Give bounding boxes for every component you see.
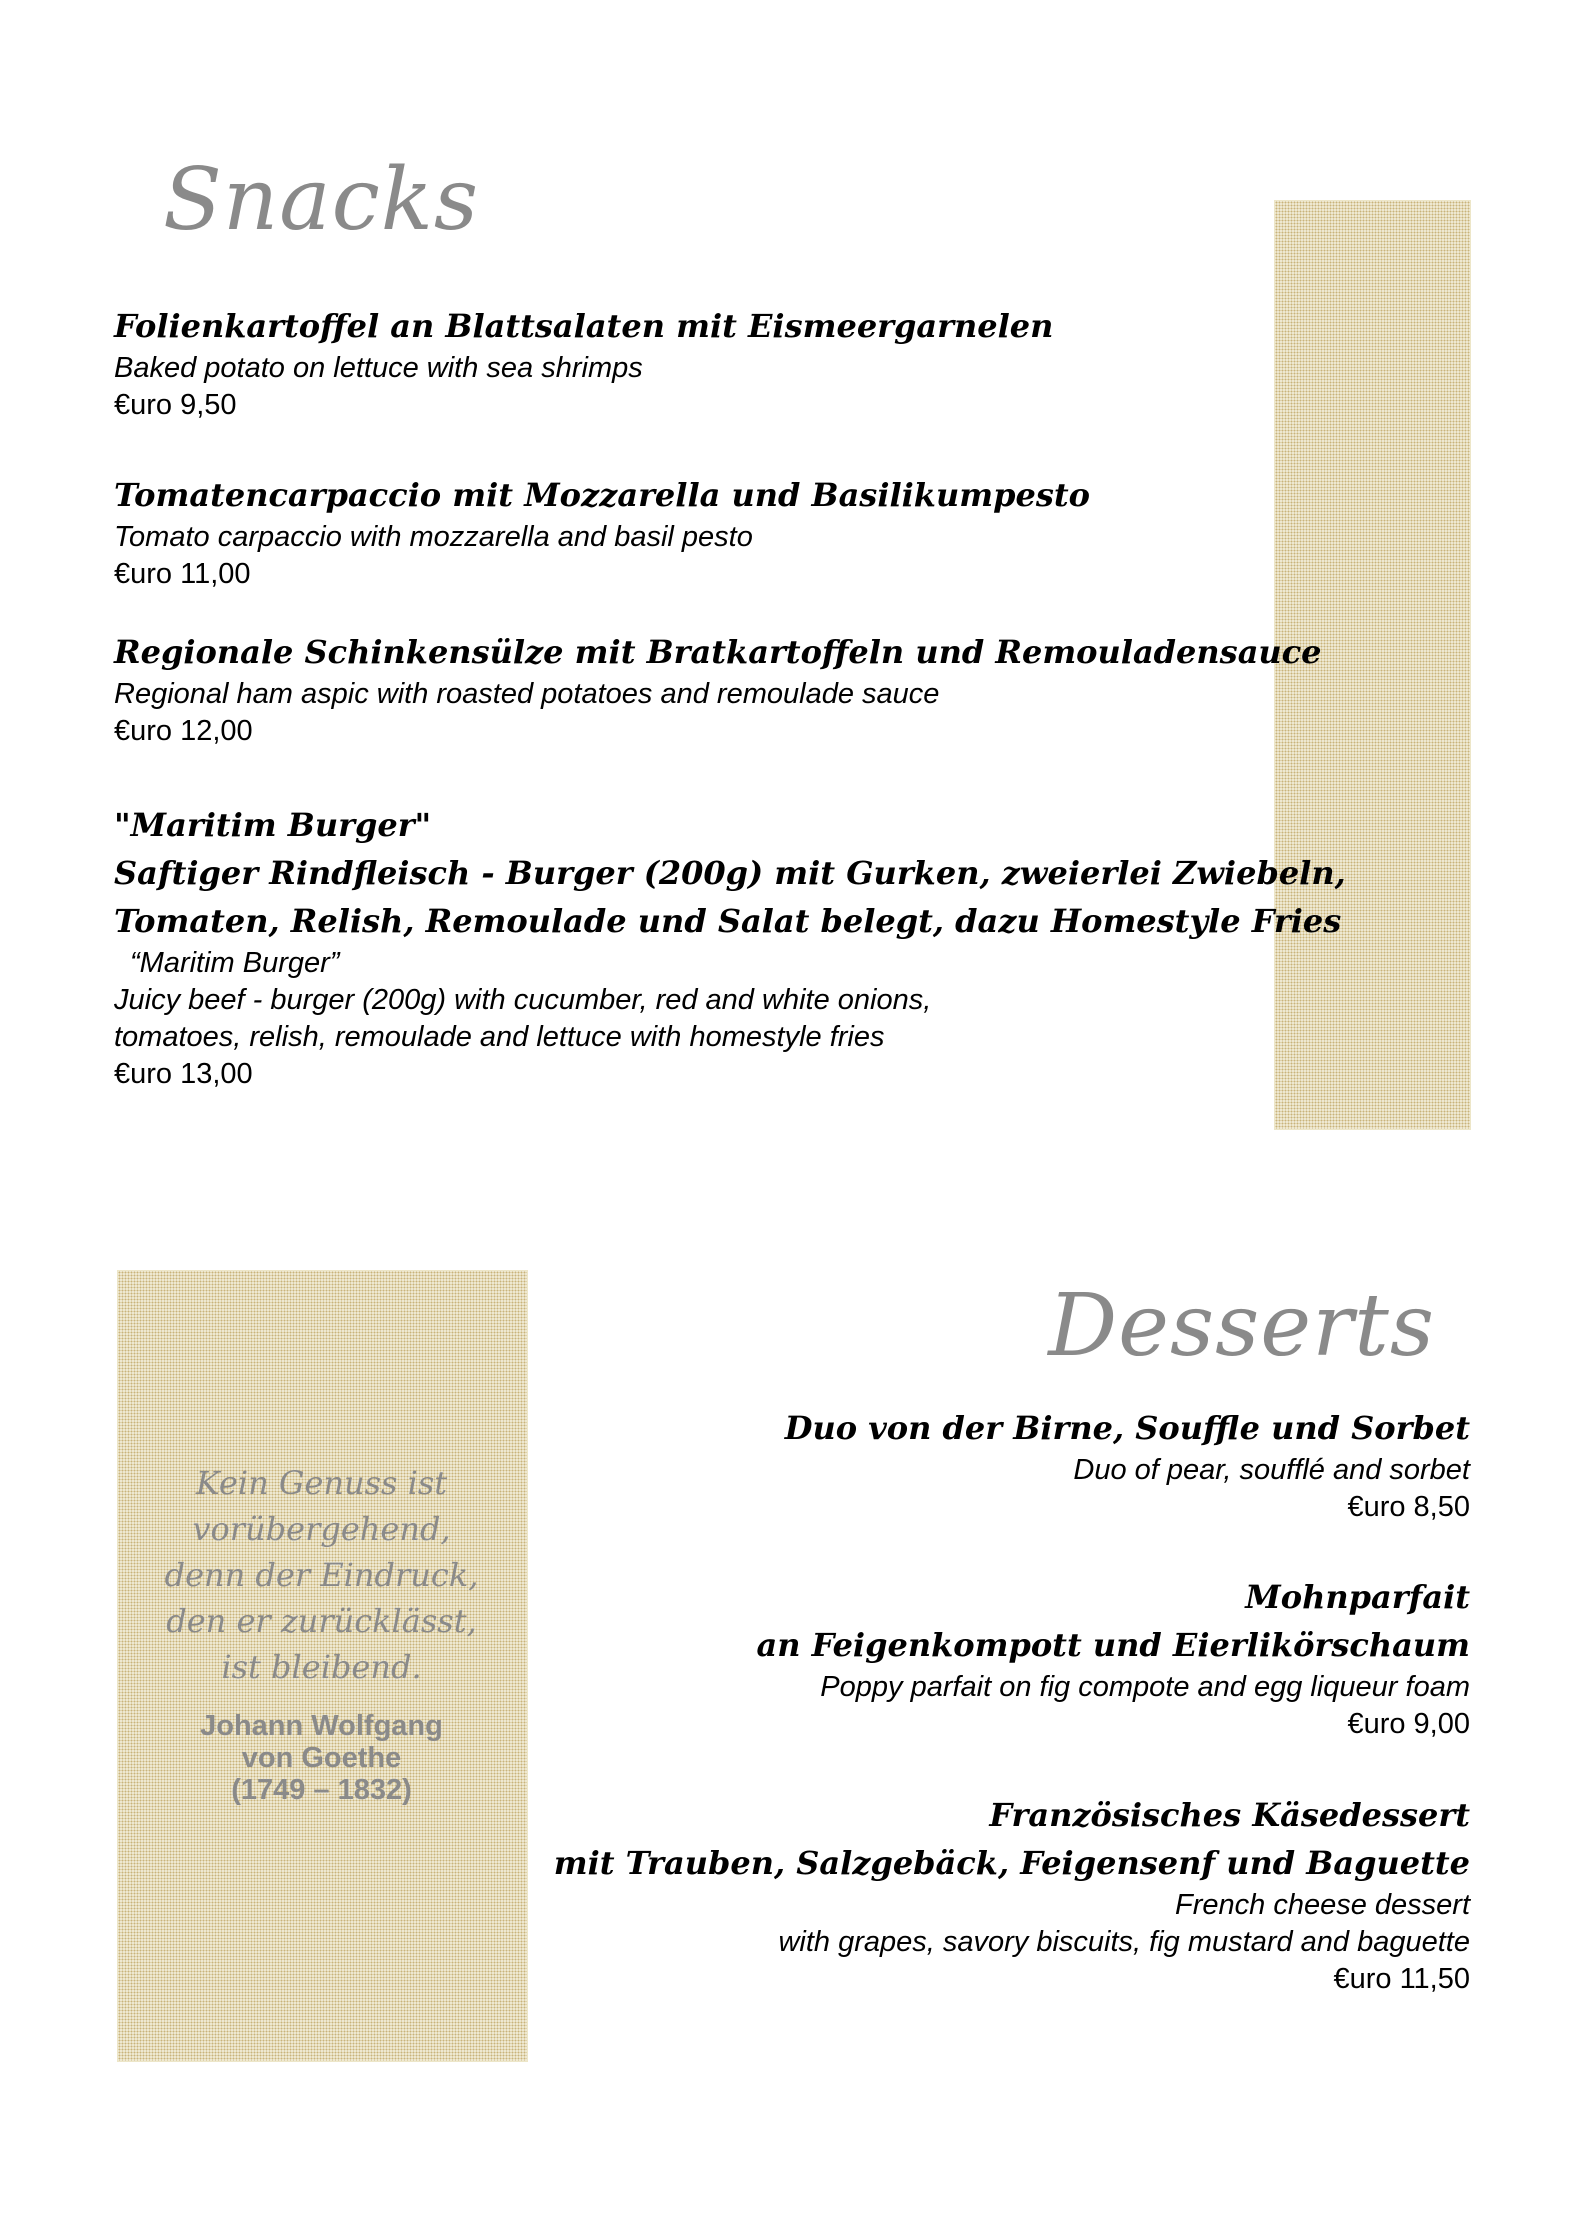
quote-author-line: (1749 – 1832)	[231, 1774, 412, 1806]
snack-name-de: Saftiger Rindfleisch - Burger (200g) mit Gurken, zweierlei Zwiebeln,	[114, 854, 1346, 892]
quote-author-line: von Goethe	[241, 1742, 402, 1774]
snack-name-en: tomatoes, relish, remoulade and lettuce with homestyle fries	[114, 1021, 885, 1053]
dessert-price: €uro 9,00	[1347, 1708, 1470, 1740]
desserts-title: Desserts	[1048, 1276, 1435, 1376]
quote-line: den er zurücklässt,	[166, 1602, 477, 1640]
snack-name-en: Baked potato on lettuce with sea shrimps	[114, 352, 643, 384]
dessert-item	[785, 1404, 1470, 1526]
snack-name-en: Regional ham aspic with roasted potatoes and remoulade sauce	[114, 678, 940, 710]
snack-item	[114, 628, 1322, 750]
snack-price: €uro 9,50	[114, 389, 237, 421]
quote-line: denn der Eindruck,	[164, 1556, 479, 1594]
snack-item	[114, 471, 1090, 593]
quote-author-line: Johann Wolfgang	[200, 1710, 443, 1742]
dessert-name-en: with grapes, savory biscuits, fig mustard and baguette	[778, 1926, 1470, 1958]
snack-name-de: Tomatencarpaccio mit Mozzarella und Basilikumpesto	[114, 476, 1090, 514]
dessert-name-en: French cheese dessert	[1175, 1889, 1470, 1921]
snack-name-en: Tomato carpaccio with mozzarella and basil pesto	[114, 521, 753, 553]
dessert-price: €uro 8,50	[1347, 1491, 1470, 1523]
quote-line: Kein Genuss ist	[195, 1464, 448, 1502]
dessert-price: €uro 11,50	[1333, 1963, 1470, 1995]
goethe-quote	[117, 1460, 526, 1806]
snack-name-en: “Maritim Burger”	[130, 947, 340, 979]
snack-name-de: "Maritim Burger"	[114, 806, 432, 844]
snack-price: €uro 13,00	[114, 1058, 253, 1090]
quote-author	[117, 1710, 526, 1806]
snack-price: €uro 12,00	[114, 715, 253, 747]
snack-item	[114, 801, 1346, 1093]
quote-line: ist bleibend.	[221, 1648, 422, 1686]
dessert-item	[756, 1573, 1470, 1743]
dessert-name-de: an Feigenkompott und Eierlikörschaum	[756, 1626, 1470, 1664]
dessert-name-en: Duo of pear, soufflé and sorbet	[1073, 1454, 1470, 1486]
snack-name-de: Folienkartoffel an Blattsalaten mit Eismeergarnelen	[114, 307, 1054, 345]
snack-item	[114, 302, 1053, 424]
quote-line: vorübergehend,	[192, 1510, 451, 1548]
snack-name-de: Tomaten, Relish, Remoulade und Salat belegt, dazu Homestyle Fries	[114, 902, 1342, 940]
snack-price: €uro 11,00	[114, 558, 251, 590]
dessert-name-de: mit Trauben, Salzgebäck, Feigensenf und Baguette	[553, 1844, 1470, 1882]
snacks-title: Snacks	[163, 150, 479, 250]
dessert-name-de: Mohnparfait	[1245, 1578, 1470, 1616]
snack-name-en: Juicy beef - burger (200g) with cucumber, red and white onions,	[114, 984, 932, 1016]
dessert-name-de: Französisches Käsedessert	[989, 1796, 1470, 1834]
quote-text	[117, 1460, 526, 1690]
snack-name-de: Regionale Schinkensülze mit Bratkartoffeln und Remouladensauce	[114, 633, 1322, 671]
dessert-name-de: Duo von der Birne, Souffle und Sorbet	[784, 1409, 1470, 1447]
dessert-item	[554, 1791, 1470, 1998]
dessert-name-en: Poppy parfait on fig compote and egg liqueur foam	[820, 1671, 1470, 1703]
